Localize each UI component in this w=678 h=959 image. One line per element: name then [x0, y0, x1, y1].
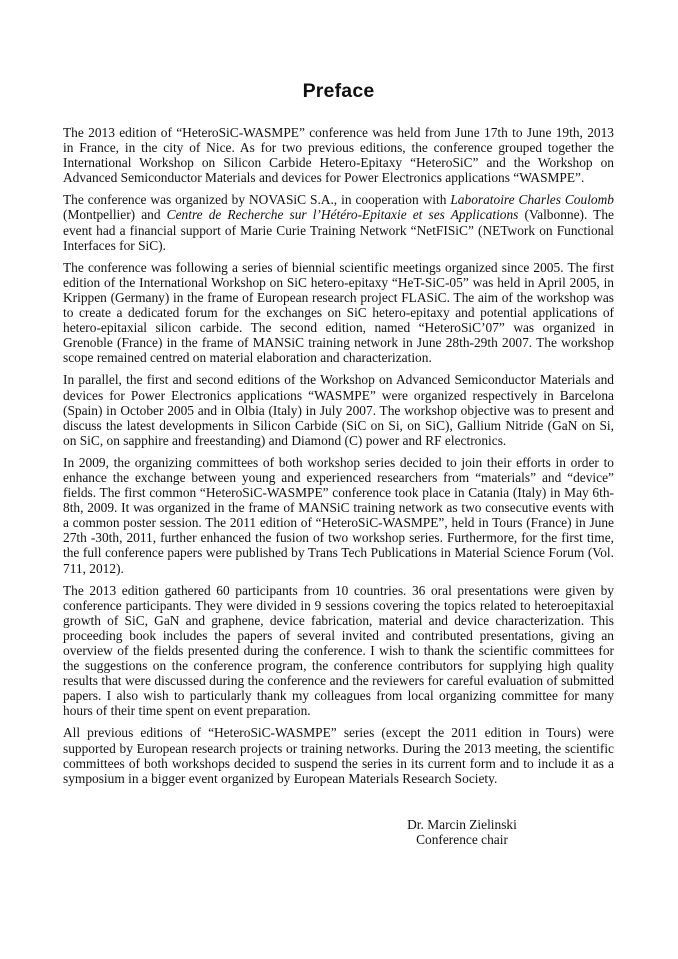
paragraph-p7 — [63, 725, 614, 785]
paragraph-p6 — [63, 583, 614, 719]
body-text: The 2013 edition of “HeteroSiC-WASMPE” conference was held from June 17th to June 19th, 2013 in France, in the city of Nice. As for two previous editions, the conference grouped together the International Workshop on Silicon Carbide Hetero-Epitaxy “HeteroSiC” and the Workshop on Advanced Semiconductor Materials and devices for Power Electronics applications “WASMPE”. — [63, 125, 614, 186]
paragraph-p1 — [63, 125, 614, 185]
body-text: The conference was following a series of biennial scientific meetings organized since 2005. The first edition of the International Workshop on SiC hetero-epitaxy “HeT-SiC-05” was held in April 2005, in Krippen (Germany) in the frame of European research project FLASiC. The aim of the workshop was to create a dedicated forum for the exchanges on SiC hetero-epitaxy and potential applications of hetero-epitaxial silicon carbide. The second edition, named “HeteroSiC’07” was organized in Grenoble (France) in the frame of MANSiC training network in June 28th-29th 2007. The workshop scope remained centred on material elaboration and characterization. — [63, 259, 614, 366]
body-text: (Valbonne). The event had a financial support of Marie Curie Training Network “NetFISiC” (NETwork on Functional Interfaces for SiC). — [63, 207, 614, 253]
signature-role: Conference chair — [416, 832, 508, 848]
signature-block — [63, 817, 614, 848]
page-title: Preface — [302, 80, 375, 102]
body-text: (Montpellier) and — [63, 207, 167, 223]
paragraph-p3 — [63, 260, 614, 366]
preface-body — [63, 103, 614, 786]
emphasis-text: Laboratoire Charles Coulomb — [450, 192, 614, 208]
body-text: In 2009, the organizing committees of both workshop series decided to join their efforts in order to enhance the exchange between young and experienced researchers from “materials” and “device” fields. The first common “HeteroSiC-WASMPE” conference took place in Catania (Italy) in May 6th-8th, 2009. It was organized in the frame of MANSiC training network as two consecutive events with a common poster session. The 2011 edition of “HeteroSiC-WASMPE”, held in Tours (France) in June 27th -30th, 2011, further enhanced the fusion of two workshop series. Furthermore, for the first time, the full conference papers were published by Trans Tech Publications in Material Science Forum (Vol. 711, 2012). — [63, 454, 614, 576]
signature-name: Dr. Marcin Zielinski — [407, 816, 517, 832]
emphasis-text: Centre de Recherche sur l’Hétéro-Epitaxie et ses Applications — [166, 207, 519, 223]
body-text: In parallel, the first and second editions of the Workshop on Advanced Semiconductor Materials and devices for Power Electronics applications “WASMPE” were organized respectively in Barcelona (Spain) in October 2005 and in Olbia (Italy) in July 2007. The workshop objective was to present and discuss the latest developments in Silicon Carbide (SiC on Si, on SiC), Gallium Nitride (GaN on Si, on SiC, on sapphire and freestanding) and Diamond (C) power and RF electronics. — [63, 372, 614, 448]
paragraph-p4 — [63, 372, 614, 447]
body-text: All previous editions of “HeteroSiC-WASMPE” series (except the 2011 edition in Tours) were supported by European research projects or training networks. During the 2013 meeting, the scientific committees of both workshops decided to suspend the series in its current form and to include it as a symposium in a bigger event organized by European Materials Research Society. — [63, 725, 614, 786]
body-text: The conference was organized by NOVASiC S.A., in cooperation with — [63, 192, 451, 208]
paragraph-p5 — [63, 455, 614, 576]
document-content — [63, 0, 614, 848]
paragraph-p2 — [63, 192, 614, 252]
body-text: The 2013 edition gathered 60 participants from 10 countries. 36 oral presentations were given by conference participants. They were divided in 9 sessions covering the topics related to heteroepitaxial growth of SiC, GaN and graphene, device fabrication, material and device characterization. This proceeding book includes the papers of several invited and contributed presentations, giving an overview of the fields presented during the conference. I wish to thank the scientific committees for the suggestions on the conference program, the conference contributors for supplying high quality results that were discussed during the conference and the reviewers for careful evaluation of submitted papers. I also wish to particularly thank my colleagues from local organizing committee for many hours of their time spent on event preparation. — [63, 582, 614, 719]
